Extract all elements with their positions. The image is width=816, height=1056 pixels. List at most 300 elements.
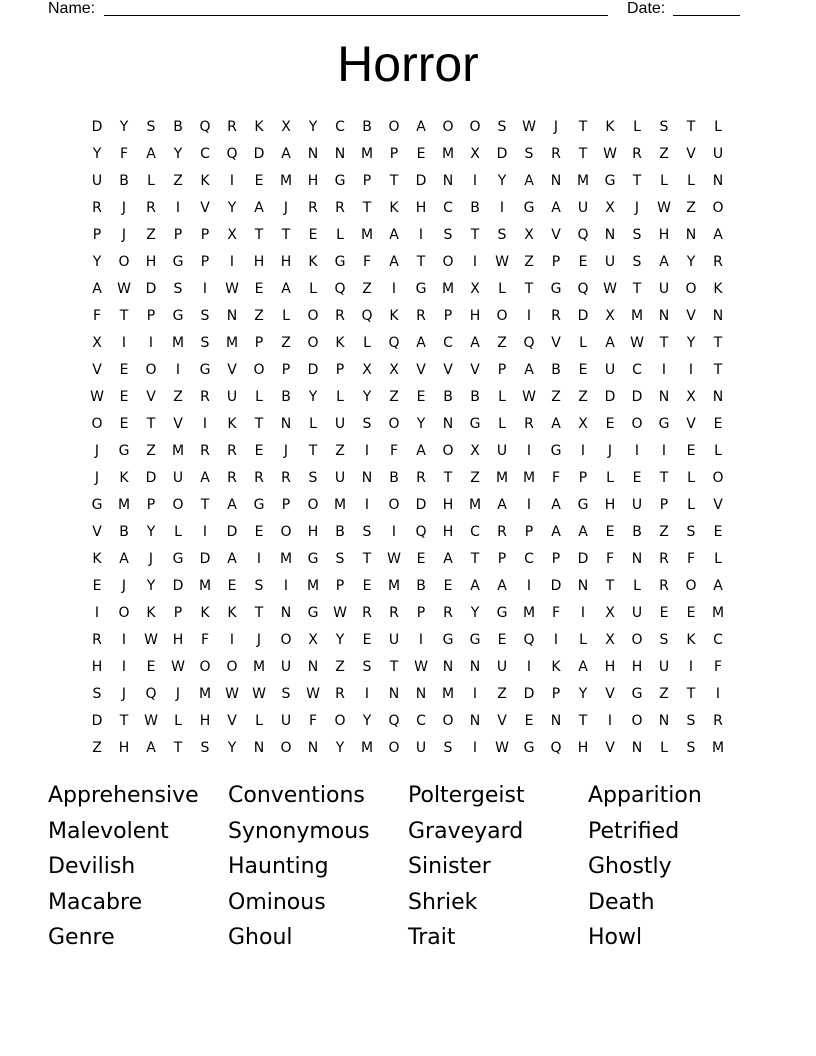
grid-letter: T bbox=[119, 712, 130, 729]
grid-letter: M bbox=[333, 496, 348, 513]
grid-letter: H bbox=[280, 253, 293, 270]
grid-letter: Y bbox=[335, 739, 346, 756]
grid-letter: J bbox=[121, 577, 128, 594]
grid-letter: I bbox=[229, 253, 236, 270]
grid-letter: N bbox=[658, 307, 671, 324]
grid-letter: G bbox=[91, 496, 104, 513]
grid-letter: K bbox=[227, 415, 238, 432]
grid-letter: U bbox=[91, 172, 104, 189]
grid-letter: E bbox=[254, 172, 265, 189]
grid-letter: K bbox=[92, 550, 103, 567]
grid-letter: B bbox=[335, 523, 346, 540]
grid-letter: D bbox=[145, 280, 158, 297]
grid-letter: I bbox=[688, 361, 695, 378]
grid-letter: L bbox=[498, 415, 507, 432]
grid-letter: V bbox=[551, 226, 562, 243]
grid-letter: R bbox=[713, 253, 724, 270]
grid-letter: R bbox=[389, 604, 400, 621]
grid-letter: T bbox=[686, 685, 697, 702]
grid-letter: O bbox=[496, 307, 509, 324]
header-line bbox=[48, 0, 748, 20]
grid-letter: X bbox=[92, 334, 103, 351]
grid-letter: R bbox=[335, 685, 346, 702]
grid-letter: I bbox=[472, 172, 479, 189]
grid-letter: Y bbox=[227, 739, 238, 756]
grid-letter: R bbox=[92, 199, 103, 216]
grid-letter: J bbox=[256, 631, 263, 648]
grid-letter: I bbox=[688, 658, 695, 675]
grid-letter: T bbox=[254, 226, 265, 243]
grid-letter: O bbox=[442, 712, 455, 729]
grid-letter: Z bbox=[254, 307, 265, 324]
grid-letter: V bbox=[200, 199, 211, 216]
grid-letter: C bbox=[443, 334, 454, 351]
grid-letter: T bbox=[173, 739, 184, 756]
grid-letter: Z bbox=[659, 145, 670, 162]
grid-letter: T bbox=[119, 307, 130, 324]
grid-letter: V bbox=[227, 361, 238, 378]
grid-letter: R bbox=[227, 469, 238, 486]
grid-letter: R bbox=[335, 307, 346, 324]
word-list-item: Shriek bbox=[408, 889, 478, 915]
grid-letter: Y bbox=[362, 388, 373, 405]
grid-letter: W bbox=[603, 280, 618, 297]
grid-letter: A bbox=[281, 145, 292, 162]
grid-letter: S bbox=[443, 739, 454, 756]
word-list-item: Trait bbox=[408, 925, 456, 950]
grid-letter: I bbox=[391, 280, 398, 297]
grid-letter: I bbox=[175, 361, 182, 378]
grid-letter: A bbox=[497, 577, 508, 594]
grid-letter: W bbox=[144, 712, 159, 729]
grid-letter: O bbox=[280, 739, 293, 756]
grid-letter: S bbox=[146, 118, 157, 135]
grid-letter: D bbox=[496, 145, 509, 162]
grid-letter: T bbox=[254, 415, 265, 432]
grid-letter: I bbox=[256, 550, 263, 567]
grid-letter: E bbox=[686, 604, 697, 621]
grid-letter: E bbox=[416, 388, 427, 405]
grid-letter: L bbox=[714, 442, 723, 459]
grid-letter: P bbox=[551, 253, 562, 270]
grid-letter: E bbox=[416, 550, 427, 567]
word-list-item: Graveyard bbox=[408, 818, 524, 844]
grid-letter: A bbox=[578, 523, 589, 540]
grid-letter: N bbox=[712, 388, 725, 405]
grid-letter: P bbox=[497, 550, 508, 567]
grid-letter: L bbox=[633, 577, 642, 594]
grid-letter: R bbox=[443, 604, 454, 621]
grid-letter: T bbox=[632, 280, 643, 297]
grid-letter: A bbox=[281, 280, 292, 297]
grid-letter: F bbox=[713, 658, 724, 675]
grid-letter: Y bbox=[497, 172, 508, 189]
grid-letter: R bbox=[551, 307, 562, 324]
grid-letter: I bbox=[526, 496, 533, 513]
grid-letter: D bbox=[145, 469, 158, 486]
grid-letter: V bbox=[146, 388, 157, 405]
grid-letter: D bbox=[577, 307, 590, 324]
grid-letter: W bbox=[225, 280, 240, 297]
grid-letter: I bbox=[418, 631, 425, 648]
grid-letter: M bbox=[441, 685, 456, 702]
grid-letter: D bbox=[523, 685, 536, 702]
grid-letter: P bbox=[578, 469, 589, 486]
grid-letter: P bbox=[146, 496, 157, 513]
grid-letter: A bbox=[254, 199, 265, 216]
grid-letter: H bbox=[307, 172, 320, 189]
grid-letter: L bbox=[714, 118, 723, 135]
grid-letter: E bbox=[362, 577, 373, 594]
grid-letter: X bbox=[281, 118, 292, 135]
grid-letter: V bbox=[605, 739, 616, 756]
grid-letter: O bbox=[280, 523, 293, 540]
grid-letter: N bbox=[712, 172, 725, 189]
grid-letter: M bbox=[522, 469, 537, 486]
grid-letter: U bbox=[334, 415, 347, 432]
grid-letter: Q bbox=[415, 523, 428, 540]
grid-letter: X bbox=[362, 361, 373, 378]
grid-letter: E bbox=[119, 415, 130, 432]
grid-letter: L bbox=[633, 118, 642, 135]
grid-letter: Y bbox=[308, 118, 319, 135]
grid-letter: T bbox=[416, 253, 427, 270]
grid-letter: P bbox=[200, 253, 211, 270]
grid-letter: D bbox=[577, 550, 590, 567]
grid-letter: W bbox=[225, 685, 240, 702]
word-list-item: Devilish bbox=[48, 854, 136, 879]
grid-letter: S bbox=[632, 226, 643, 243]
grid-letter: P bbox=[254, 334, 265, 351]
grid-letter: T bbox=[362, 550, 373, 567]
name-field-line[interactable] bbox=[104, 15, 608, 16]
grid-letter: S bbox=[686, 712, 697, 729]
grid-letter: I bbox=[418, 226, 425, 243]
grid-letter: E bbox=[146, 658, 157, 675]
grid-letter: S bbox=[497, 118, 508, 135]
grid-letter: J bbox=[175, 685, 182, 702]
grid-letter: Y bbox=[686, 334, 697, 351]
grid-letter: W bbox=[522, 118, 537, 135]
grid-letter: W bbox=[144, 631, 159, 648]
grid-letter: V bbox=[443, 361, 454, 378]
grid-letter: K bbox=[389, 307, 400, 324]
grid-letter: Y bbox=[92, 145, 103, 162]
grid-letter: R bbox=[200, 388, 211, 405]
grid-letter: G bbox=[631, 685, 644, 702]
grid-letter: R bbox=[227, 118, 238, 135]
grid-letter: T bbox=[659, 334, 670, 351]
grid-letter: W bbox=[171, 658, 186, 675]
grid-letter: T bbox=[281, 226, 292, 243]
grid-letter: P bbox=[362, 172, 373, 189]
grid-letter: N bbox=[604, 226, 617, 243]
grid-letter: G bbox=[658, 415, 671, 432]
grid-letter: H bbox=[199, 712, 212, 729]
grid-letter: N bbox=[685, 226, 698, 243]
grid-letter: S bbox=[335, 550, 346, 567]
grid-letter: B bbox=[362, 118, 373, 135]
grid-letter: X bbox=[389, 361, 400, 378]
grid-letter: X bbox=[605, 631, 616, 648]
grid-letter: H bbox=[307, 523, 320, 540]
grid-letter: L bbox=[606, 469, 615, 486]
grid-letter: H bbox=[415, 199, 428, 216]
grid-letter: L bbox=[660, 172, 669, 189]
grid-letter: F bbox=[605, 550, 616, 567]
grid-letter: I bbox=[364, 442, 371, 459]
grid-letter: V bbox=[686, 415, 697, 432]
grid-letter: F bbox=[92, 307, 103, 324]
grid-letter: W bbox=[522, 388, 537, 405]
grid-letter: X bbox=[605, 604, 616, 621]
grid-letter: Z bbox=[92, 739, 103, 756]
grid-letter: Y bbox=[173, 145, 184, 162]
word-list-item: Malevolent bbox=[48, 818, 169, 844]
grid-letter: E bbox=[362, 631, 373, 648]
grid-letter: N bbox=[577, 577, 590, 594]
grid-letter: O bbox=[307, 307, 320, 324]
word-list-item: Apprehensive bbox=[48, 783, 199, 808]
grid-letter: G bbox=[469, 415, 482, 432]
grid-letter: N bbox=[550, 712, 563, 729]
grid-letter: N bbox=[361, 469, 374, 486]
grid-letter: O bbox=[442, 442, 455, 459]
grid-letter: M bbox=[198, 577, 213, 594]
grid-letter: A bbox=[551, 523, 562, 540]
word-list-item: Ominous bbox=[228, 889, 326, 915]
grid-letter: W bbox=[495, 253, 510, 270]
grid-letter: C bbox=[713, 631, 724, 648]
grid-letter: M bbox=[711, 604, 726, 621]
grid-letter: O bbox=[118, 253, 131, 270]
grid-letter: Y bbox=[92, 253, 103, 270]
grid-letter: V bbox=[92, 361, 103, 378]
grid-letter: H bbox=[91, 658, 104, 675]
grid-letter: E bbox=[713, 523, 724, 540]
grid-letter: O bbox=[388, 496, 401, 513]
grid-letter: J bbox=[148, 550, 155, 567]
grid-letter: M bbox=[198, 685, 213, 702]
grid-letter: S bbox=[281, 685, 292, 702]
grid-letter: G bbox=[172, 253, 185, 270]
grid-letter: B bbox=[632, 523, 643, 540]
grid-letter: I bbox=[526, 442, 533, 459]
grid-letter: A bbox=[659, 253, 670, 270]
grid-letter: E bbox=[713, 415, 724, 432]
grid-letter: N bbox=[253, 739, 266, 756]
grid-letter: T bbox=[713, 361, 724, 378]
grid-letter: V bbox=[605, 685, 616, 702]
grid-letter: I bbox=[229, 631, 236, 648]
grid-letter: N bbox=[280, 604, 293, 621]
grid-letter: S bbox=[686, 739, 697, 756]
grid-letter: K bbox=[308, 253, 319, 270]
grid-letter: T bbox=[632, 172, 643, 189]
grid-letter: M bbox=[306, 577, 321, 594]
grid-letter: J bbox=[94, 442, 101, 459]
grid-letter: I bbox=[580, 442, 587, 459]
grid-letter: J bbox=[121, 199, 128, 216]
grid-letter: O bbox=[631, 415, 644, 432]
grid-letter: P bbox=[200, 226, 211, 243]
grid-letter: B bbox=[470, 388, 481, 405]
grid-letter: I bbox=[472, 685, 479, 702]
grid-letter: P bbox=[416, 604, 427, 621]
grid-letter: N bbox=[388, 685, 401, 702]
page-title: Horror bbox=[337, 36, 479, 92]
grid-letter: N bbox=[712, 307, 725, 324]
grid-letter: T bbox=[578, 712, 589, 729]
grid-letter: H bbox=[604, 658, 617, 675]
grid-letter: G bbox=[577, 496, 590, 513]
grid-letter: M bbox=[171, 334, 186, 351]
grid-letter: O bbox=[388, 739, 401, 756]
grid-letter: A bbox=[470, 334, 481, 351]
grid-letter: S bbox=[92, 685, 103, 702]
grid-letter: I bbox=[472, 253, 479, 270]
grid-letter: O bbox=[91, 415, 104, 432]
grid-letter: D bbox=[199, 550, 212, 567]
grid-letter: Q bbox=[199, 118, 212, 135]
grid-letter: N bbox=[469, 658, 482, 675]
grid-letter: U bbox=[631, 604, 644, 621]
grid-letter: U bbox=[496, 658, 509, 675]
grid-letter: P bbox=[173, 604, 184, 621]
grid-letter: N bbox=[631, 739, 644, 756]
grid-letter: S bbox=[659, 118, 670, 135]
grid-letter: N bbox=[334, 145, 347, 162]
grid-letter: I bbox=[472, 739, 479, 756]
grid-letter: P bbox=[281, 496, 292, 513]
grid-letter: E bbox=[254, 523, 265, 540]
grid-letter: S bbox=[632, 253, 643, 270]
grid-letter: M bbox=[225, 334, 240, 351]
grid-letter: J bbox=[121, 226, 128, 243]
grid-letter: E bbox=[308, 226, 319, 243]
grid-letter: N bbox=[442, 172, 455, 189]
grid-letter: T bbox=[578, 145, 589, 162]
grid-letter: I bbox=[607, 712, 614, 729]
grid-letter: I bbox=[202, 415, 209, 432]
word-list-item: Death bbox=[588, 889, 655, 915]
grid-letter: T bbox=[686, 118, 697, 135]
grid-letter: Z bbox=[335, 442, 346, 459]
grid-letter: L bbox=[174, 523, 183, 540]
grid-letter: Z bbox=[335, 658, 346, 675]
grid-letter: A bbox=[713, 577, 724, 594]
grid-letter: R bbox=[92, 631, 103, 648]
grid-letter: V bbox=[470, 361, 481, 378]
grid-letter: G bbox=[442, 631, 455, 648]
grid-letter: C bbox=[335, 118, 346, 135]
grid-letter: G bbox=[307, 604, 320, 621]
grid-letter: O bbox=[307, 334, 320, 351]
grid-letter: W bbox=[495, 739, 510, 756]
grid-letter: L bbox=[363, 334, 372, 351]
grid-letter: R bbox=[524, 415, 535, 432]
grid-letter: A bbox=[524, 172, 535, 189]
grid-letter: I bbox=[175, 199, 182, 216]
grid-letter: I bbox=[526, 307, 533, 324]
grid-letter: U bbox=[577, 199, 590, 216]
grid-letter: O bbox=[334, 712, 347, 729]
grid-letter: P bbox=[524, 523, 535, 540]
grid-letter: Q bbox=[334, 280, 347, 297]
grid-letter: H bbox=[631, 658, 644, 675]
grid-letter: T bbox=[389, 172, 400, 189]
grid-letter: N bbox=[307, 145, 320, 162]
grid-letter: A bbox=[605, 334, 616, 351]
grid-letter: S bbox=[686, 523, 697, 540]
grid-letter: O bbox=[388, 415, 401, 432]
grid-letter: A bbox=[416, 334, 427, 351]
grid-letter: S bbox=[524, 145, 535, 162]
grid-letter: C bbox=[200, 145, 211, 162]
grid-letter: Q bbox=[388, 712, 401, 729]
grid-letter: I bbox=[121, 631, 128, 648]
grid-letter: U bbox=[415, 739, 428, 756]
grid-letter: Z bbox=[659, 523, 670, 540]
grid-letter: O bbox=[685, 280, 698, 297]
grid-letter: L bbox=[336, 388, 345, 405]
grid-letter: T bbox=[659, 469, 670, 486]
grid-letter: M bbox=[360, 145, 375, 162]
grid-letter: M bbox=[468, 496, 483, 513]
grid-letter: L bbox=[498, 280, 507, 297]
grid-letter: A bbox=[578, 658, 589, 675]
grid-letter: G bbox=[172, 550, 185, 567]
grid-letter: I bbox=[121, 658, 128, 675]
grid-letter: D bbox=[415, 496, 428, 513]
grid-letter: J bbox=[283, 199, 290, 216]
word-list-item: Ghoul bbox=[228, 925, 293, 950]
grid-letter: J bbox=[283, 442, 290, 459]
grid-letter: O bbox=[712, 469, 725, 486]
grid-letter: F bbox=[686, 550, 697, 567]
grid-letter: E bbox=[524, 712, 535, 729]
grid-letter: I bbox=[202, 523, 209, 540]
grid-letter: L bbox=[255, 712, 264, 729]
grid-letter: Z bbox=[389, 388, 400, 405]
grid-letter: W bbox=[306, 685, 321, 702]
grid-letter: G bbox=[550, 280, 563, 297]
grid-letter: C bbox=[632, 361, 643, 378]
grid-letter: B bbox=[551, 361, 562, 378]
grid-letter: W bbox=[90, 388, 105, 405]
grid-letter: N bbox=[307, 739, 320, 756]
grid-letter: O bbox=[118, 604, 131, 621]
word-list-item: Conventions bbox=[228, 783, 365, 808]
grid-letter: E bbox=[497, 631, 508, 648]
grid-letter: Z bbox=[281, 334, 292, 351]
grid-letter: G bbox=[604, 172, 617, 189]
grid-letter: N bbox=[442, 415, 455, 432]
date-field-line[interactable] bbox=[673, 15, 740, 16]
grid-letter: U bbox=[604, 361, 617, 378]
grid-letter: R bbox=[227, 442, 238, 459]
grid-letter: U bbox=[712, 145, 725, 162]
grid-letter: G bbox=[496, 604, 509, 621]
grid-letter: F bbox=[362, 253, 373, 270]
grid-letter: R bbox=[281, 469, 292, 486]
grid-letter: Z bbox=[497, 685, 508, 702]
grid-letter: G bbox=[550, 442, 563, 459]
grid-letter: R bbox=[632, 145, 643, 162]
grid-letter: J bbox=[553, 118, 560, 135]
grid-letter: L bbox=[498, 388, 507, 405]
grid-letter: T bbox=[443, 469, 454, 486]
